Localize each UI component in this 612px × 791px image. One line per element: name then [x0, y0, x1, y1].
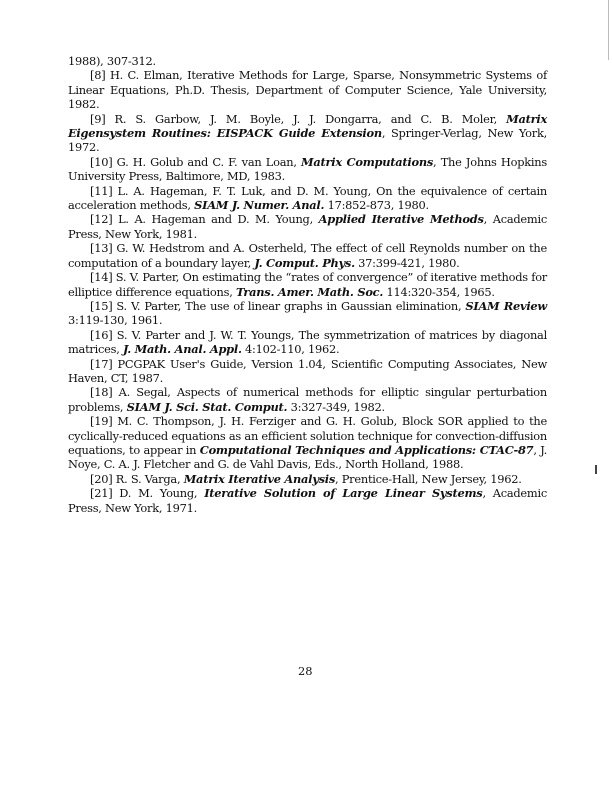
reference-item — [68, 357, 547, 386]
reference-text: 17:852-873, 1980. — [324, 198, 429, 213]
reference-text: [16] S. V. Parter and J. W. T. Youngs, The symmetrization of matrices by diagonal matrices, — [68, 327, 547, 357]
reference-text: [10] G. H. Golub and C. F. van Loan, — [90, 154, 302, 169]
reference-text: [8] H. C. Elman, Iterative Methods for Large, Sparse, Nonsymmetric Systems of Linear Equations, Ph.D. Thesis, Department of Computer Science, Yale University, 1982. — [68, 68, 547, 112]
reference-title-italic: SIAM J. Sci. Stat. Comput. — [126, 399, 288, 414]
reference-text: [21] D. M. Young, — [90, 486, 205, 501]
reference-text: [13] G. W. Hedstrom and A. Osterheld, The effect of cell Reynolds number on the computation of a boundary layer, — [68, 241, 547, 270]
reference-item — [68, 241, 547, 270]
reference-text: 3:327-349, 1982. — [287, 399, 385, 414]
reference-text: [11] L. A. Hageman, F. T. Luk, and D. M. Young, On the equivalence of certain acceleration methods, — [68, 183, 547, 213]
reference-item — [68, 155, 547, 184]
reference-title-italic: Trans. Amer. Math. Soc. — [235, 284, 384, 299]
reference-text: [20] R. S. Varga, — [90, 471, 184, 486]
reference-item — [68, 212, 547, 241]
scan-speck — [608, 0, 609, 60]
reference-text: , Prentice-Hall, New Jersey, 1962. — [335, 471, 522, 486]
reference-text: [9] R. S. Garbow, J. M. Boyle, J. J. Dongarra, and C. B. Moler, — [90, 111, 507, 126]
reference-title-italic: Matrix Eigensystem Routines: EISPACK Guide Extension — [68, 111, 547, 141]
reference-text: , Academic Press, New York, 1971. — [68, 486, 548, 515]
reference-text: [18] A. Segal, Aspects of numerical methods for elliptic singular perturbation problems, — [68, 385, 547, 414]
reference-text: 3:119-130, 1961. — [68, 313, 163, 328]
reference-title-italic: Matrix Computations — [301, 154, 434, 169]
reference-title-italic: J. Math. Anal. Appl. — [122, 342, 242, 357]
reference-text: 114:320-354, 1965. — [383, 284, 495, 299]
reference-item — [68, 299, 547, 328]
reference-continuation — [68, 54, 547, 68]
reference-title-italic: J. Comput. Phys. — [254, 255, 355, 270]
reference-title-italic: Iterative Solution of Large Linear Systems — [204, 486, 483, 501]
reference-text: 37:399-421, 1980. — [354, 255, 460, 270]
reference-item — [68, 112, 547, 155]
reference-item — [68, 270, 547, 299]
reference-text: , The Johns Hopkins University Press, Baltimore, MD, 1983. — [68, 154, 547, 184]
reference-text: [19] M. C. Thompson, J. H. Ferziger and G. H. Golub, Block SOR applied to the cyclically-reduced equations as an efficient solution technique for convection-diffusion equations, to appear in — [68, 414, 547, 457]
reference-title-italic: SIAM J. Numer. Anal. — [194, 198, 325, 213]
reference-text: [15] S. V. Parter, The use of linear graphs in Gaussian elimination, — [90, 298, 466, 313]
reference-text: [12] L. A. Hageman and D. M. Young, — [90, 212, 319, 227]
reference-item — [68, 68, 547, 111]
reference-item — [68, 328, 547, 357]
reference-item — [68, 486, 547, 515]
reference-text: 4:102-110, 1962. — [241, 342, 340, 357]
reference-item — [68, 472, 547, 486]
page-number: 28 — [298, 664, 313, 678]
reference-text: 1988), 307-312. — [68, 54, 156, 68]
reference-title-italic: Computational Techniques and Applications: CTAC-87 — [199, 442, 534, 457]
references-list — [68, 54, 547, 515]
reference-text: , J. Noye, C. A. J. Fletcher and G. de Vahl Davis, Eds., North Holland, 1988. — [68, 442, 548, 472]
reference-text: [17] PCGPAK User's Guide, Version 1.04, Scientific Computing Associates, New Haven, CT, 1987. — [68, 356, 547, 385]
reference-title-italic: SIAM Review — [465, 298, 547, 313]
reference-title-italic: Matrix Iterative Analysis — [183, 471, 336, 486]
reference-title-italic: Applied Iterative Methods — [318, 212, 484, 227]
reference-item — [68, 385, 547, 414]
reference-text: , Academic Press, New York, 1981. — [68, 212, 547, 241]
scan-speck — [595, 465, 597, 474]
reference-text: , Springer-Verlag, New York, 1972. — [68, 126, 547, 155]
reference-text: [14] S. V. Parter, On estimating the “rates of convergence” of iterative methods for elliptice difference equations, — [68, 270, 547, 299]
reference-item — [68, 184, 547, 213]
reference-item — [68, 414, 547, 472]
